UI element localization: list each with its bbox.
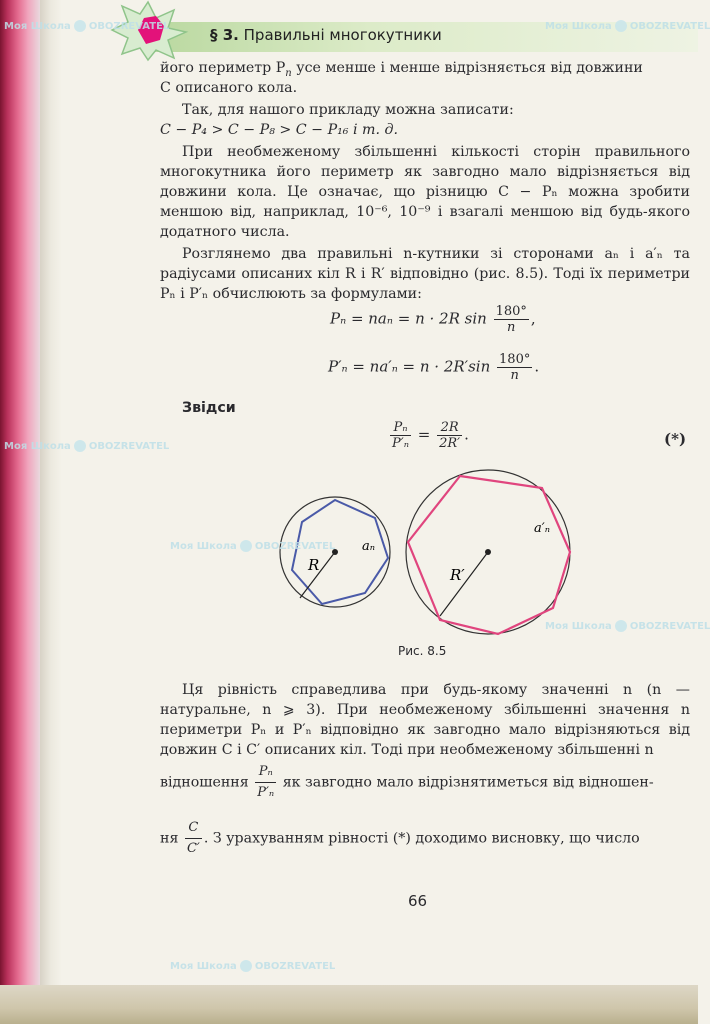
watermark: Моя Школа OBOZREVATEL [170,961,336,972]
zvidsy-label: Звідси [182,400,236,416]
formula-ratio: $\frac{\text{Pₙ}}{\text{P′ₙ}}$ = $\frac{2R}{2R'}$ . [392,420,469,451]
equation-mark: (*) [664,430,687,448]
paragraph: При необмеженому збільшенні кількості сторін правильного многокутника його периметр як завгодно мало відрізняється від довжини кола. Це означає, що різницю C − Pₙ можна зробити меншою від, наприклад, 10⁻⁶, 10⁻⁹ і взагалі меншою від будь-якого додатного числа. [160,144,690,240]
paragraph-line: відношення $\frac{\text{Pₙ}}{\text{P′ₙ}}$ як завгодно мало відрізнятиметься від відношен- [160,764,654,800]
large-polygon [408,476,570,634]
book-spine [0,0,40,1024]
figure-8-5 [270,470,590,640]
watermark: Моя Школа OBOZREVATEL [545,21,710,32]
section-number: § 3. [210,26,239,44]
fraction: $\frac{180^\circ}{n}$ [499,352,531,383]
paragraph: Розглянемо два правильні n-кутники зі сторонами aₙ і a′ₙ та радіусами описаних кіл R і R′ відповідно (рис. 8.5). Тоді їх периметри Pₙ і P′ₙ обчислюють за формулами: [160,246,690,302]
fraction: $\frac{180^\circ}{n}$ [495,304,527,335]
watermark: Моя Школа OBOZREVATEL [4,21,170,32]
paragraph: Ця рівність справедлива при будь-якому значенні n (n — натуральне, n ⩾ 3). При необмеженому збільшенні значення n периметри Pₙ и P′ₙ відповідно як завгодно мало відрізняються від довжин C і C′ описаних кіл. Тоді при необмеженому збільшенні n [160,682,690,758]
page-number: 66 [408,892,428,910]
label-an-prime: a′ₙ [534,521,550,536]
paragraph-line: його периметр $P_n$ усе менше і менше відрізняється від довжини [160,60,643,79]
page-header [210,26,442,44]
page-edge [40,0,62,1024]
formula-perimeter: Pₙ = naₙ = n · 2R sin $\frac{180^\circ}{n}$ , [330,304,536,335]
paragraph-line: C описаного кола. [160,80,298,96]
paragraph-line: Так, для нашого прикладу можна записати: [182,102,514,118]
watermark: Моя Школа OBOZREVATEL [545,621,710,632]
paragraph-line: ня $\frac{C}{C'}$ . З урахуванням рівності (*) доходимо висновку, що число [160,820,640,856]
figure-caption: Рис. 8.5 [398,644,447,658]
label-an: aₙ [362,539,376,554]
label-R-prime: R′ [450,566,465,584]
inequality-chain: C − P₄ > C − P₈ > C − P₁₆ і т. д. [160,122,399,138]
section-title: Правильні многокутники [243,26,442,44]
watermark: Моя Школа OBOZREVATEL [4,441,170,452]
formula-perimeter-prime: P′ₙ = na′ₙ = n · 2R′sin $\frac{180^\circ}{n}$ . [328,352,540,383]
label-R: R [308,556,320,574]
page-bottom-edge [0,985,698,1024]
watermark: Моя Школа OBOZREVATEL [170,541,336,552]
